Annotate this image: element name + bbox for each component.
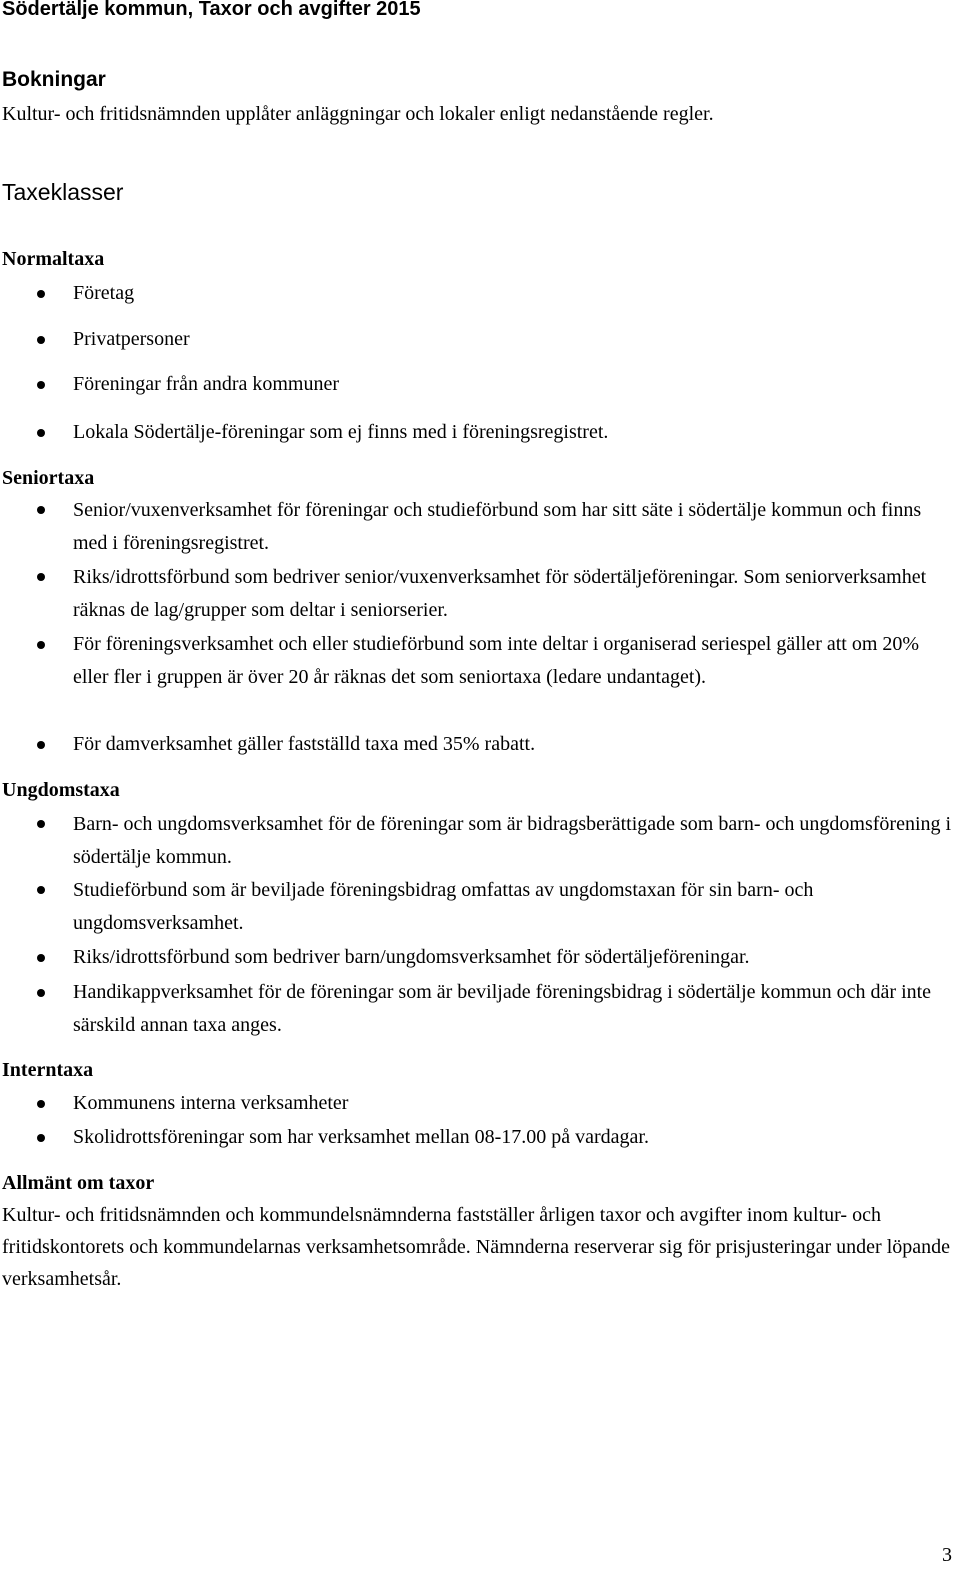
bullet-icon — [37, 989, 45, 997]
list-item: Kommunens interna verksamheter — [73, 1092, 349, 1114]
bullet-icon — [37, 573, 45, 581]
list-item: Studieförbund som är beviljade föreningsbidrag omfattas av ungdomstaxan för sin barn- och ungdomsverksamhet. — [73, 879, 814, 934]
heading-seniortaxa: Seniortaxa — [2, 467, 95, 489]
heading-ungdomstaxa: Ungdomstaxa — [2, 779, 120, 801]
bullet-icon — [37, 741, 45, 749]
bullet-icon — [37, 506, 45, 514]
page-number: 3 — [942, 1544, 952, 1566]
bullet-icon — [37, 641, 45, 649]
list-item: För föreningsverksamhet och eller studieförbund som inte deltar i organiserad seriespel gäller att om 20% eller fler i gruppen är över 20 år räknas det som seniortaxa (ledare undantaget). — [73, 633, 920, 688]
heading-interntaxa: Interntaxa — [2, 1059, 94, 1081]
list-item: Privatpersoner — [73, 328, 190, 350]
list-item: Lokala Södertälje-föreningar som ej finns med i föreningsregistret. — [73, 421, 609, 443]
list-item: Handikappverksamhet för de föreningar som är beviljade föreningsbidrag i södertälje kommun och där inte särskild annan taxa anges. — [73, 981, 932, 1036]
heading-bokningar: Bokningar — [2, 68, 106, 91]
list-item: Senior/vuxenverksamhet för föreningar och studieförbund som har sitt säte i södertälje kommun och finns med i föreningsregistret. — [73, 499, 922, 554]
list-item: Skolidrottsföreningar som har verksamhet mellan 08-17.00 på vardagar. — [73, 1126, 649, 1148]
bullet-icon — [37, 336, 45, 344]
list-item: Föreningar från andra kommuner — [73, 373, 340, 395]
heading-taxeklasser: Taxeklasser — [2, 179, 124, 205]
paragraph-bokningar: Kultur- och fritidsnämnden upplåter anläggningar och lokaler enligt nedanstående regler. — [2, 103, 714, 125]
bullet-icon — [37, 954, 45, 962]
bullet-icon — [37, 290, 45, 298]
bullet-icon — [37, 886, 45, 894]
list-item: För damverksamhet gäller fastställd taxa med 35% rabatt. — [73, 733, 536, 755]
bullet-icon — [37, 429, 45, 437]
list-item: Riks/idrottsförbund som bedriver senior/vuxenverksamhet för södertäljeföreningar. Som seniorverksamhet räknas de lag/grupper som deltar i seniorserier. — [73, 566, 927, 621]
bullet-icon — [37, 1134, 45, 1142]
heading-normaltaxa: Normaltaxa — [2, 248, 105, 270]
list-item: Riks/idrottsförbund som bedriver barn/ungdomsverksamhet för södertäljeföreningar. — [73, 946, 750, 968]
heading-allmant-om-taxor: Allmänt om taxor — [2, 1172, 155, 1194]
bullet-icon — [37, 1100, 45, 1108]
list-item: Barn- och ungdomsverksamhet för de föreningar som är bidragsberättigade som barn- och ungdomsförening i södertälje kommun. — [73, 813, 952, 868]
bullet-icon — [37, 820, 45, 828]
bullet-icon — [37, 381, 45, 389]
list-item: Företag — [73, 282, 135, 304]
document-header: Södertälje kommun, Taxor och avgifter 2015 — [2, 0, 421, 20]
paragraph-allmant: Kultur- och fritidsnämnden och kommundelsnämnderna fastställer årligen taxor och avgifter inom kultur- och fritidskontorets och kommundelarnas verksamhetsområde. Nämnderna reserverar sig för prisjusteringar under löpande verksamhetsår. — [2, 1204, 951, 1290]
